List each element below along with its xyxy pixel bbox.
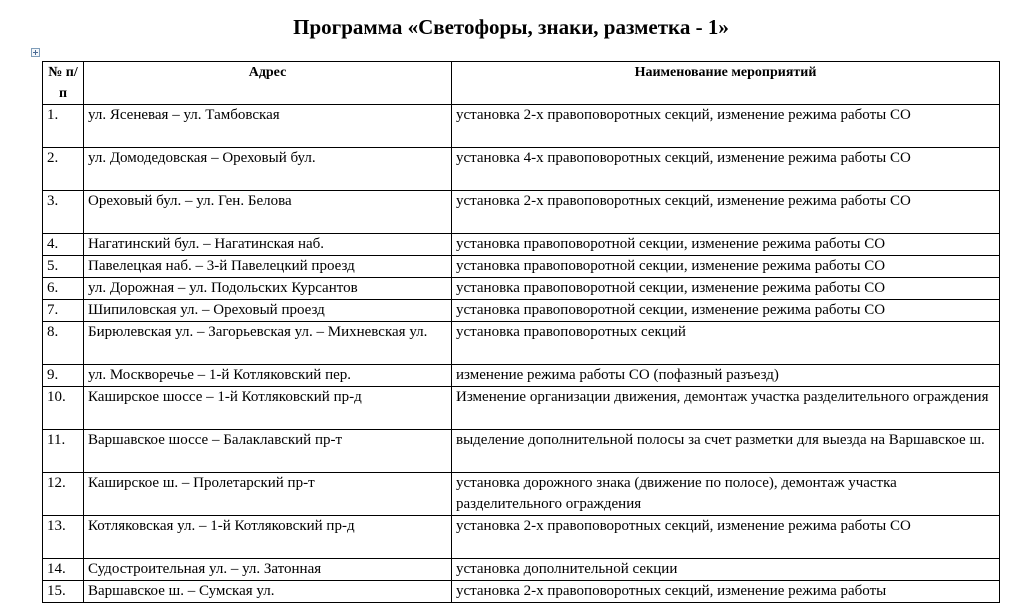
row-action: изменение режима работы СО (пофазный разъезд) [452,365,1000,387]
table-row [43,387,1000,430]
row-number: 1. [43,105,84,148]
row-address: Ореховый бул. – ул. Ген. Белова [84,191,452,234]
row-address: Котляковская ул. – 1-й Котляковский пр-д [84,516,452,559]
row-address: Нагатинский бул. – Нагатинская наб. [84,234,452,256]
program-table [42,61,1000,603]
row-number: 9. [43,365,84,387]
row-address: Каширское ш. – Пролетарский пр-т [84,473,452,516]
row-number: 15. [43,581,84,603]
row-action: установка правоповоротных секций [452,322,1000,365]
table-row [43,581,1000,603]
table-row [43,191,1000,234]
row-number: 5. [43,256,84,278]
table-move-handle-icon[interactable] [31,48,40,57]
document-title: Программа «Светофоры, знаки, разметка - 1» [293,15,729,39]
row-number: 6. [43,278,84,300]
row-address: Судостроительная ул. – ул. Затонная [84,559,452,581]
row-address: Бирюлевская ул. – Загорьевская ул. – Михневская ул. [84,322,452,365]
row-action: Изменение организации движения, демонтаж участка разделительного ограждения [452,387,1000,430]
row-number: 10. [43,387,84,430]
row-action: установка дополнительной секции [452,559,1000,581]
row-action: установка 2-х правоповоротных секций, изменение режима работы СО [452,191,1000,234]
row-number: 12. [43,473,84,516]
table-row [43,559,1000,581]
row-action: установка 2-х правоповоротных секций, изменение режима работы СО [452,516,1000,559]
row-address: Варшавское шоссе – Балаклавский пр-т [84,430,452,473]
header-action: Наименование мероприятий [452,62,1000,105]
row-number: 11. [43,430,84,473]
table-row [43,473,1000,516]
table-row [43,234,1000,256]
row-address: ул. Дорожная – ул. Подольских Курсантов [84,278,452,300]
table-header-row [43,62,1000,105]
table-row [43,516,1000,559]
table-row [43,300,1000,322]
table-row [43,256,1000,278]
row-action: установка дорожного знака (движение по полосе), демонтаж участка разделительного ограждения [452,473,1000,516]
row-address: ул. Ясеневая – ул. Тамбовская [84,105,452,148]
table-row [43,105,1000,148]
row-action: установка правоповоротной секции, изменение режима работы СО [452,256,1000,278]
row-action: установка правоповоротной секции, изменение режима работы СО [452,278,1000,300]
row-action: установка 2-х правоповоротных секций, изменение режима работы СО [452,105,1000,148]
header-address: Адрес [84,62,452,105]
table-row [43,322,1000,365]
row-action: установка 4-х правоповоротных секций, изменение режима работы СО [452,148,1000,191]
table-row [43,278,1000,300]
row-action: установка 2-х правоповоротных секций, изменение режима работы [452,581,1000,603]
row-address: Варшавское ш. – Сумская ул. [84,581,452,603]
row-number: 7. [43,300,84,322]
row-number: 8. [43,322,84,365]
table-row [43,430,1000,473]
row-address: Каширское шоссе – 1-й Котляковский пр-д [84,387,452,430]
row-address: Шипиловская ул. – Ореховый проезд [84,300,452,322]
row-action: выделение дополнительной полосы за счет разметки для выезда на Варшавское ш. [452,430,1000,473]
row-address: ул. Москворечье – 1-й Котляковский пер. [84,365,452,387]
row-action: установка правоповоротной секции, изменение режима работы СО [452,234,1000,256]
header-number: № п/п [43,62,84,105]
row-number: 3. [43,191,84,234]
row-number: 14. [43,559,84,581]
row-number: 2. [43,148,84,191]
row-address: ул. Домодедовская – Ореховый бул. [84,148,452,191]
row-number: 13. [43,516,84,559]
table-row [43,148,1000,191]
row-action: установка правоповоротной секции, изменение режима работы СО [452,300,1000,322]
row-address: Павелецкая наб. – 3-й Павелецкий проезд [84,256,452,278]
row-number: 4. [43,234,84,256]
table-row [43,365,1000,387]
